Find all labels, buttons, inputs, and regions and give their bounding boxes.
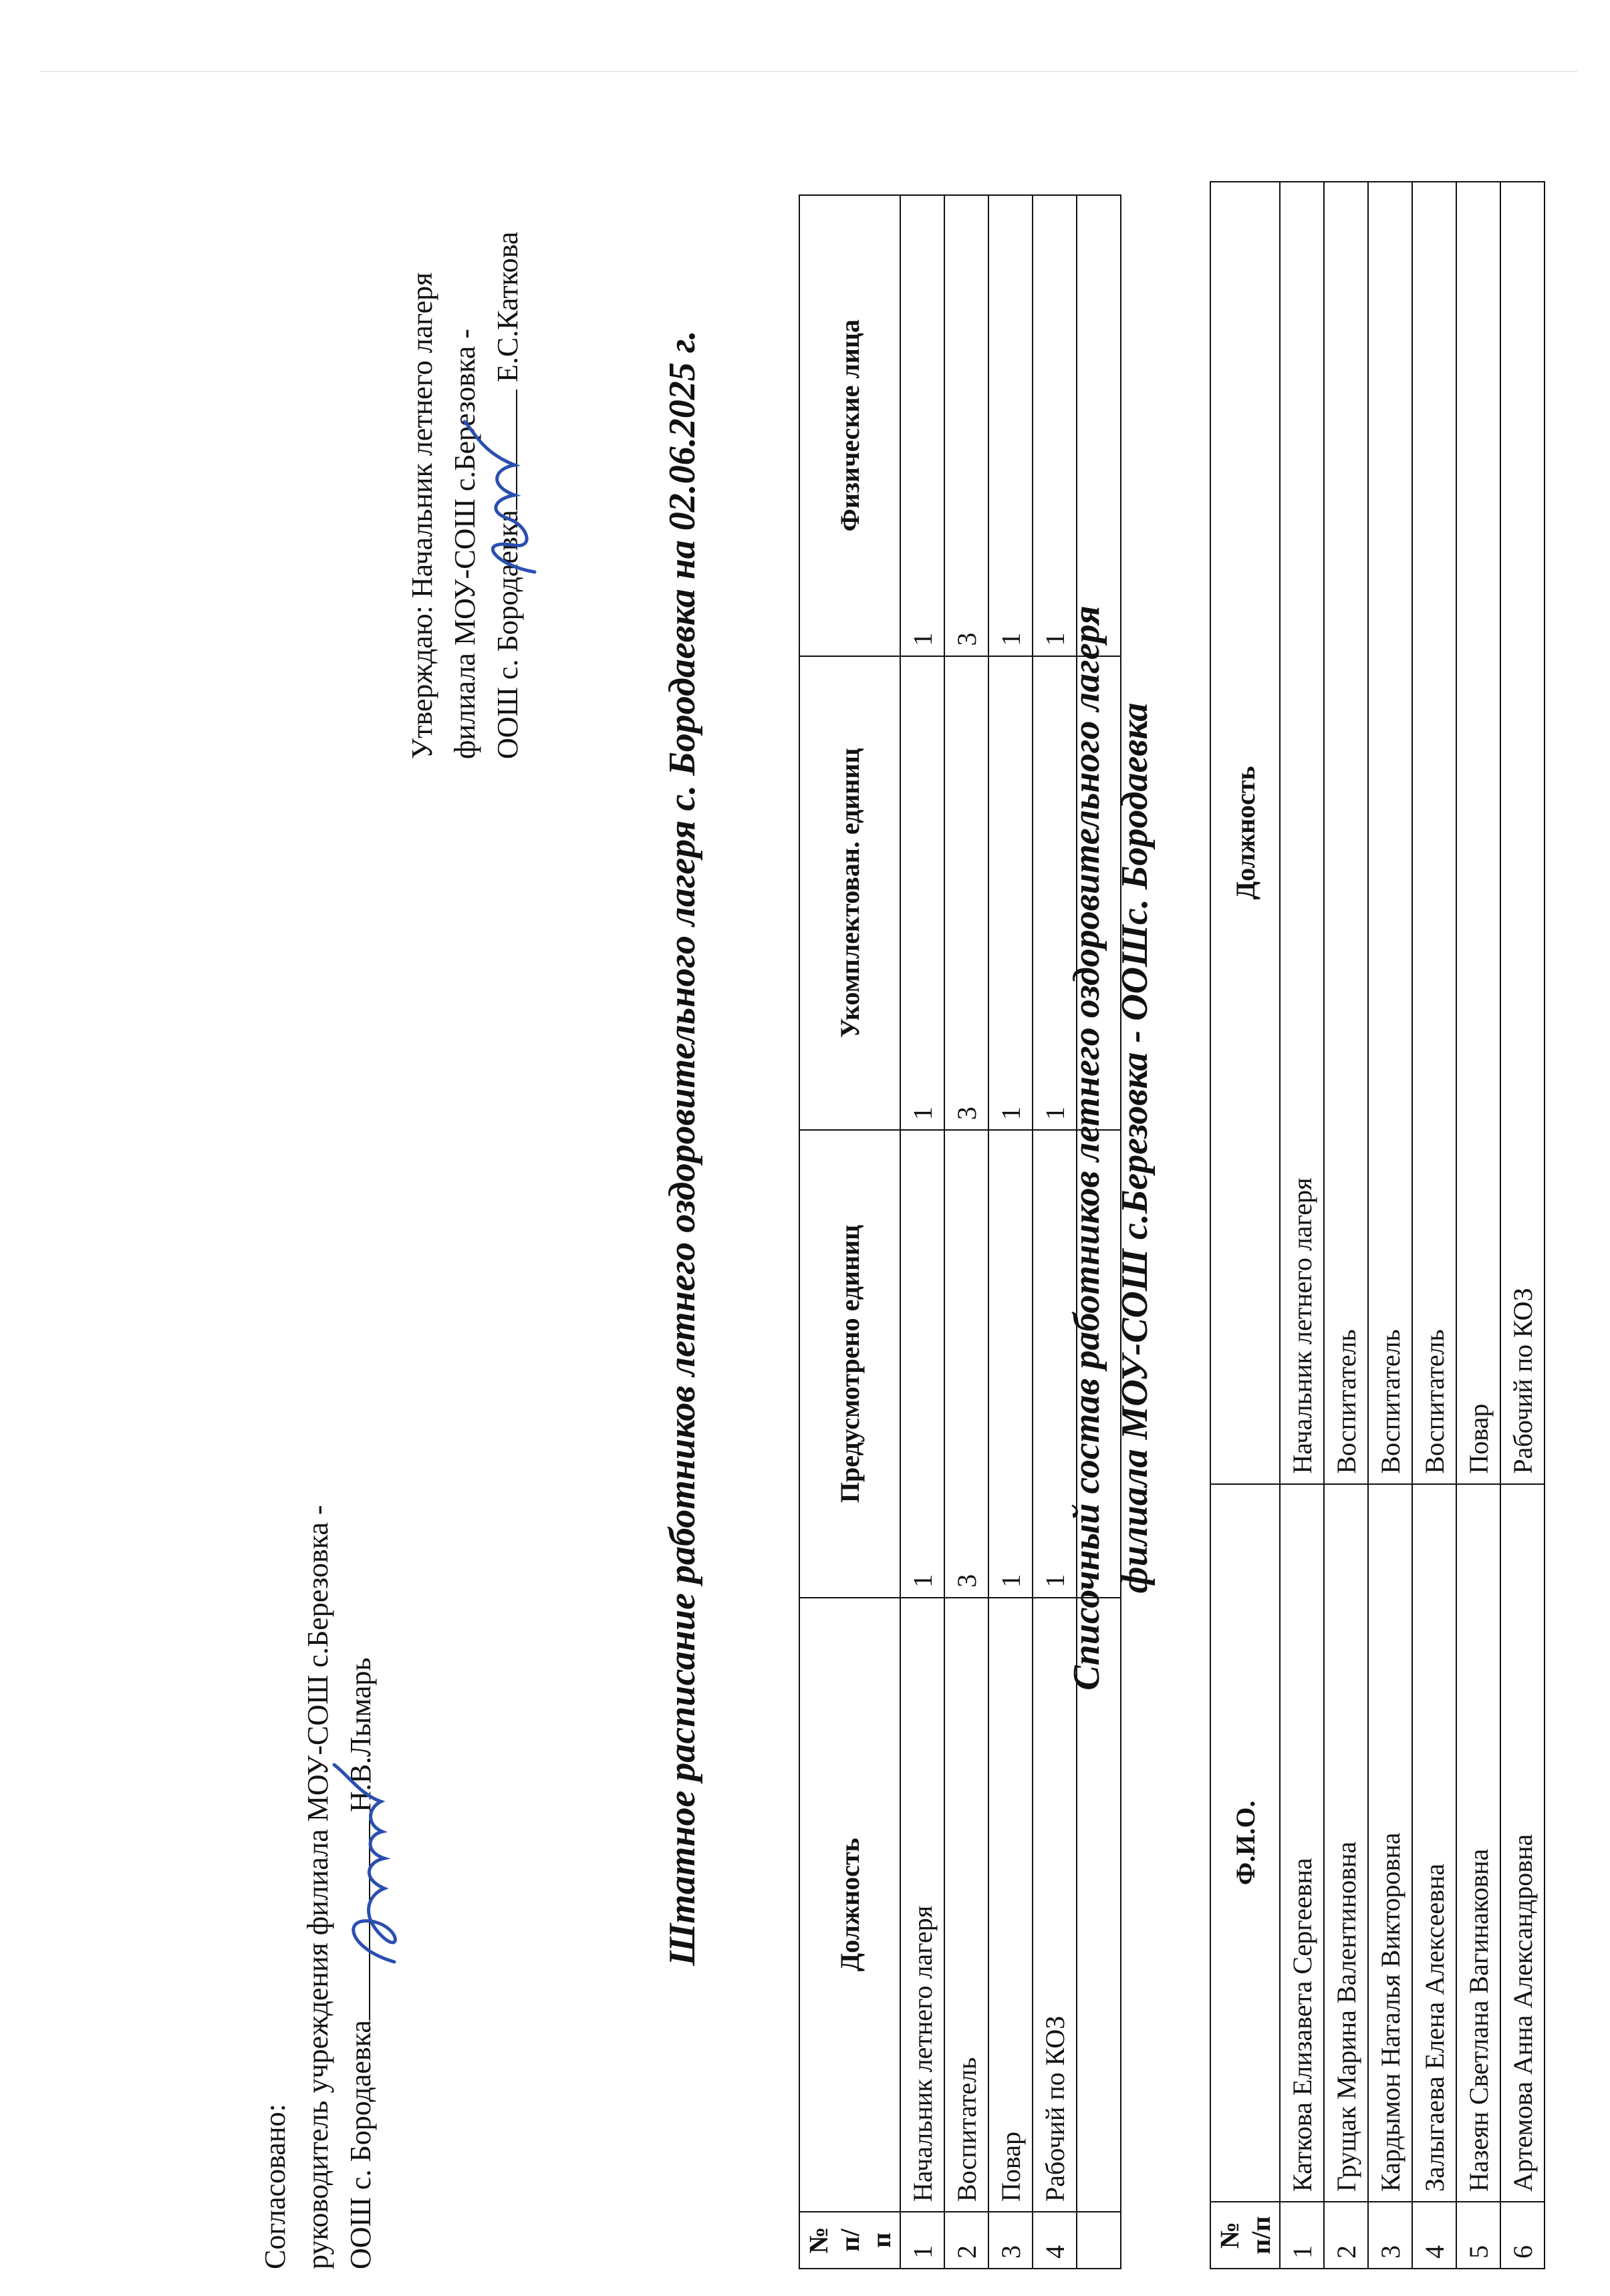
- table-cell: 4: [1033, 2212, 1077, 2269]
- table-cell: 1: [1033, 656, 1077, 1131]
- staffing-header-cell: № п/п: [799, 2212, 900, 2269]
- table-row: [1368, 182, 1412, 2269]
- table-cell: 3: [1368, 2202, 1412, 2269]
- table-row: [1412, 182, 1456, 2269]
- table-cell: Воспитатель: [1324, 182, 1368, 1484]
- approval-right-line1: Утверждаю: Начальник летнего лагеря: [406, 272, 438, 759]
- table-cell: 1: [900, 656, 944, 1131]
- table-cell: Рабочий по КОЗ: [1033, 1598, 1077, 2212]
- table-cell: 1: [1280, 2202, 1324, 2269]
- approval-right-line2: филиала МОУ-СОШ с.Березовка -: [448, 329, 481, 759]
- approval-right-signer: Е.С.Каткова: [491, 231, 524, 383]
- table-cell: Воспитатель: [1412, 182, 1456, 1484]
- staffing-title: Штатное расписание работников летнего оздоровительного лагеря с. Бородаевка на 02.06.2025 г.: [662, 330, 703, 1966]
- table-cell: Начальник летнего лагеря: [900, 1598, 944, 2212]
- table-row: [1324, 182, 1368, 2269]
- roster-title-line2: филиала МОУ-СОШ с.Березовка - ООШс. Бородаевка: [1114, 702, 1156, 1594]
- signature-line: [342, 1820, 370, 2020]
- approval-left-line2: [340, 1505, 382, 2269]
- table-cell: 3: [944, 656, 988, 1131]
- roster-header-cell: Должность: [1210, 182, 1280, 1484]
- table-cell: Назеян Светлана Вагинаковна: [1456, 1484, 1500, 2202]
- staffing-header-cell: Предусмотрено единиц: [799, 1130, 900, 1598]
- approval-left-line1: руководитель учреждения филиала МОУ-СОШ с.Березовка -: [301, 1505, 334, 2269]
- table-cell: 1: [900, 1130, 944, 1598]
- staffing-header-cell: Укомплектован. единиц: [799, 656, 900, 1131]
- table-cell: Кардымон Наталья Викторовна: [1368, 1484, 1412, 2202]
- table-cell: 1: [988, 656, 1033, 1131]
- approval-right-org: ООШ с. Бородаевка: [491, 510, 524, 759]
- table-cell: Рабочий по КОЗ: [1500, 182, 1545, 1484]
- signature-line: [489, 390, 517, 510]
- table-cell: Повар: [988, 1598, 1033, 2212]
- approval-left-signer: Н.В.Лымарь: [344, 1657, 377, 1813]
- table-row: [1280, 182, 1324, 2269]
- table-cell: Повар: [1456, 182, 1500, 1484]
- table-cell: 3: [944, 1130, 988, 1598]
- approval-left-block: [254, 1505, 382, 2269]
- table-cell: Начальник летнего лагеря: [1280, 182, 1324, 1484]
- table-row: [988, 195, 1033, 2269]
- table-cell: 6: [1500, 2202, 1545, 2269]
- table-cell: Воспитатель: [1368, 182, 1412, 1484]
- table-row: [1456, 182, 1500, 2269]
- table-cell: Грущак Марина Валентиновна: [1324, 1484, 1368, 2202]
- staffing-header-cell: Должность: [799, 1598, 900, 2212]
- table-row: [944, 195, 988, 2269]
- roster-header-cell: № п/п: [1210, 2202, 1280, 2269]
- table-cell: 4: [1412, 2202, 1456, 2269]
- roster-header-row: [1210, 182, 1280, 2269]
- staffing-header-row: [799, 195, 900, 2269]
- table-cell: Каткова Елизавета Сергеевна: [1280, 1484, 1324, 2202]
- table-cell: 5: [1456, 2202, 1500, 2269]
- approval-left-org: ООШ с. Бородаевка: [344, 2020, 377, 2269]
- table-cell: 1: [1033, 1130, 1077, 1598]
- table-cell: 3: [988, 2212, 1033, 2269]
- table-cell: Артемова Анна Александровна: [1500, 1484, 1545, 2202]
- roster-title-line1: Списочный состав работников летнего оздоровительного лагеря: [1066, 605, 1107, 1691]
- table-cell: Залыгаева Елена Алексеевна: [1412, 1484, 1456, 2202]
- table-cell: 1: [900, 2212, 944, 2269]
- table-cell: Воспитатель: [944, 1598, 988, 2212]
- table-cell: 1: [1033, 195, 1077, 656]
- approval-right-block: [401, 232, 529, 759]
- roster-table: [1210, 181, 1545, 2269]
- table-cell: 2: [1324, 2202, 1368, 2269]
- table-row: [900, 195, 944, 2269]
- approval-right-line3: [487, 232, 529, 759]
- table-cell: 1: [988, 1130, 1033, 1598]
- roster-header-cell: Ф.И.О.: [1210, 1484, 1280, 2202]
- table-cell: 1: [988, 195, 1033, 656]
- table-cell: 1: [900, 195, 944, 656]
- table-cell: 3: [944, 195, 988, 656]
- approval-left-label: Согласовано:: [259, 2104, 291, 2269]
- roster-title: [1063, 0, 1159, 2296]
- table-row: [1500, 182, 1545, 2269]
- staffing-header-cell: Физические лица: [799, 195, 900, 656]
- table-cell: 2: [944, 2212, 988, 2269]
